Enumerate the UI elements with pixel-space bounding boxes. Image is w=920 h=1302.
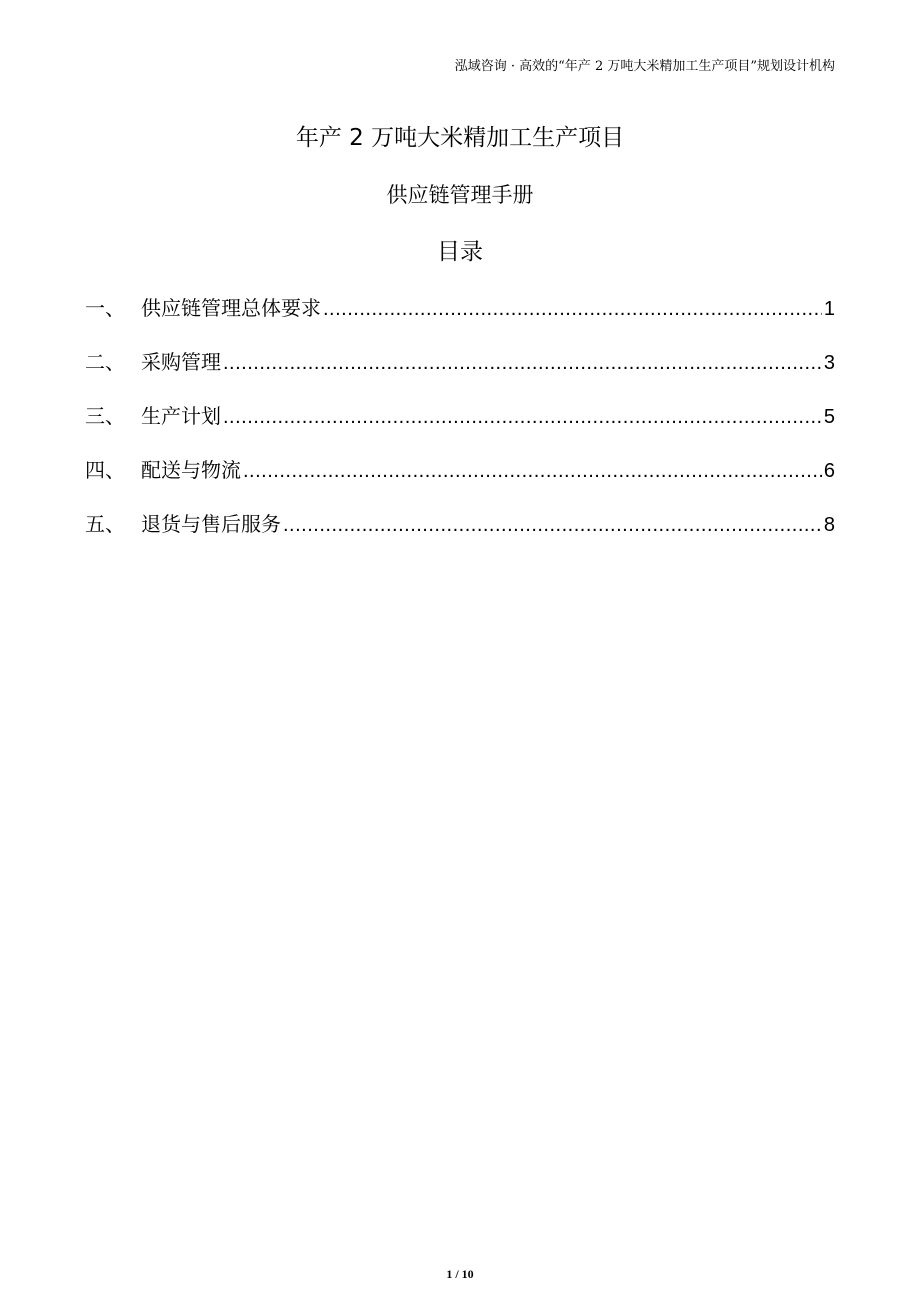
toc-dot-leader: [323, 294, 822, 324]
toc-entry[interactable]: [85, 347, 835, 401]
toc-entry-number: 五、: [85, 512, 125, 536]
page-number-footer: 1 / 10: [446, 1267, 474, 1281]
running-header: 泓域咨询 · 高效的“年产 2 万吨大米精加工生产项目”规划设计机构: [454, 59, 835, 74]
toc-entry-number: 一、: [85, 296, 125, 320]
toc-entry-label: 供应链管理总体要求: [141, 296, 321, 320]
table-of-contents: [85, 293, 835, 563]
toc-entry[interactable]: [85, 293, 835, 347]
toc-entry-label: 配送与物流: [141, 458, 241, 482]
toc-dot-leader: [223, 348, 822, 378]
toc-entry-page: 5: [823, 406, 835, 428]
toc-entry-number: 三、: [85, 404, 125, 428]
toc-entry-label: 退货与售后服务: [141, 512, 281, 536]
toc-entry-label: 生产计划: [141, 404, 221, 428]
toc-dot-leader: [243, 456, 822, 486]
toc-entry[interactable]: [85, 509, 835, 563]
toc-dot-leader: [283, 510, 822, 540]
toc-entry-number: 二、: [85, 350, 125, 374]
toc-entry[interactable]: [85, 455, 835, 509]
document-subtitle: 供应链管理手册: [386, 183, 534, 207]
toc-entry-page: 1: [823, 298, 835, 320]
toc-entry-label: 采购管理: [141, 350, 221, 374]
toc-heading: 目录: [437, 239, 483, 265]
toc-dot-leader: [223, 402, 822, 432]
toc-entry-page: 8: [823, 514, 835, 536]
toc-entry-number: 四、: [85, 458, 125, 482]
toc-entry-page: 3: [823, 352, 835, 374]
toc-entry[interactable]: [85, 401, 835, 455]
document-title: 年产 2 万吨大米精加工生产项目: [295, 125, 625, 151]
toc-entry-page: 6: [823, 460, 835, 482]
